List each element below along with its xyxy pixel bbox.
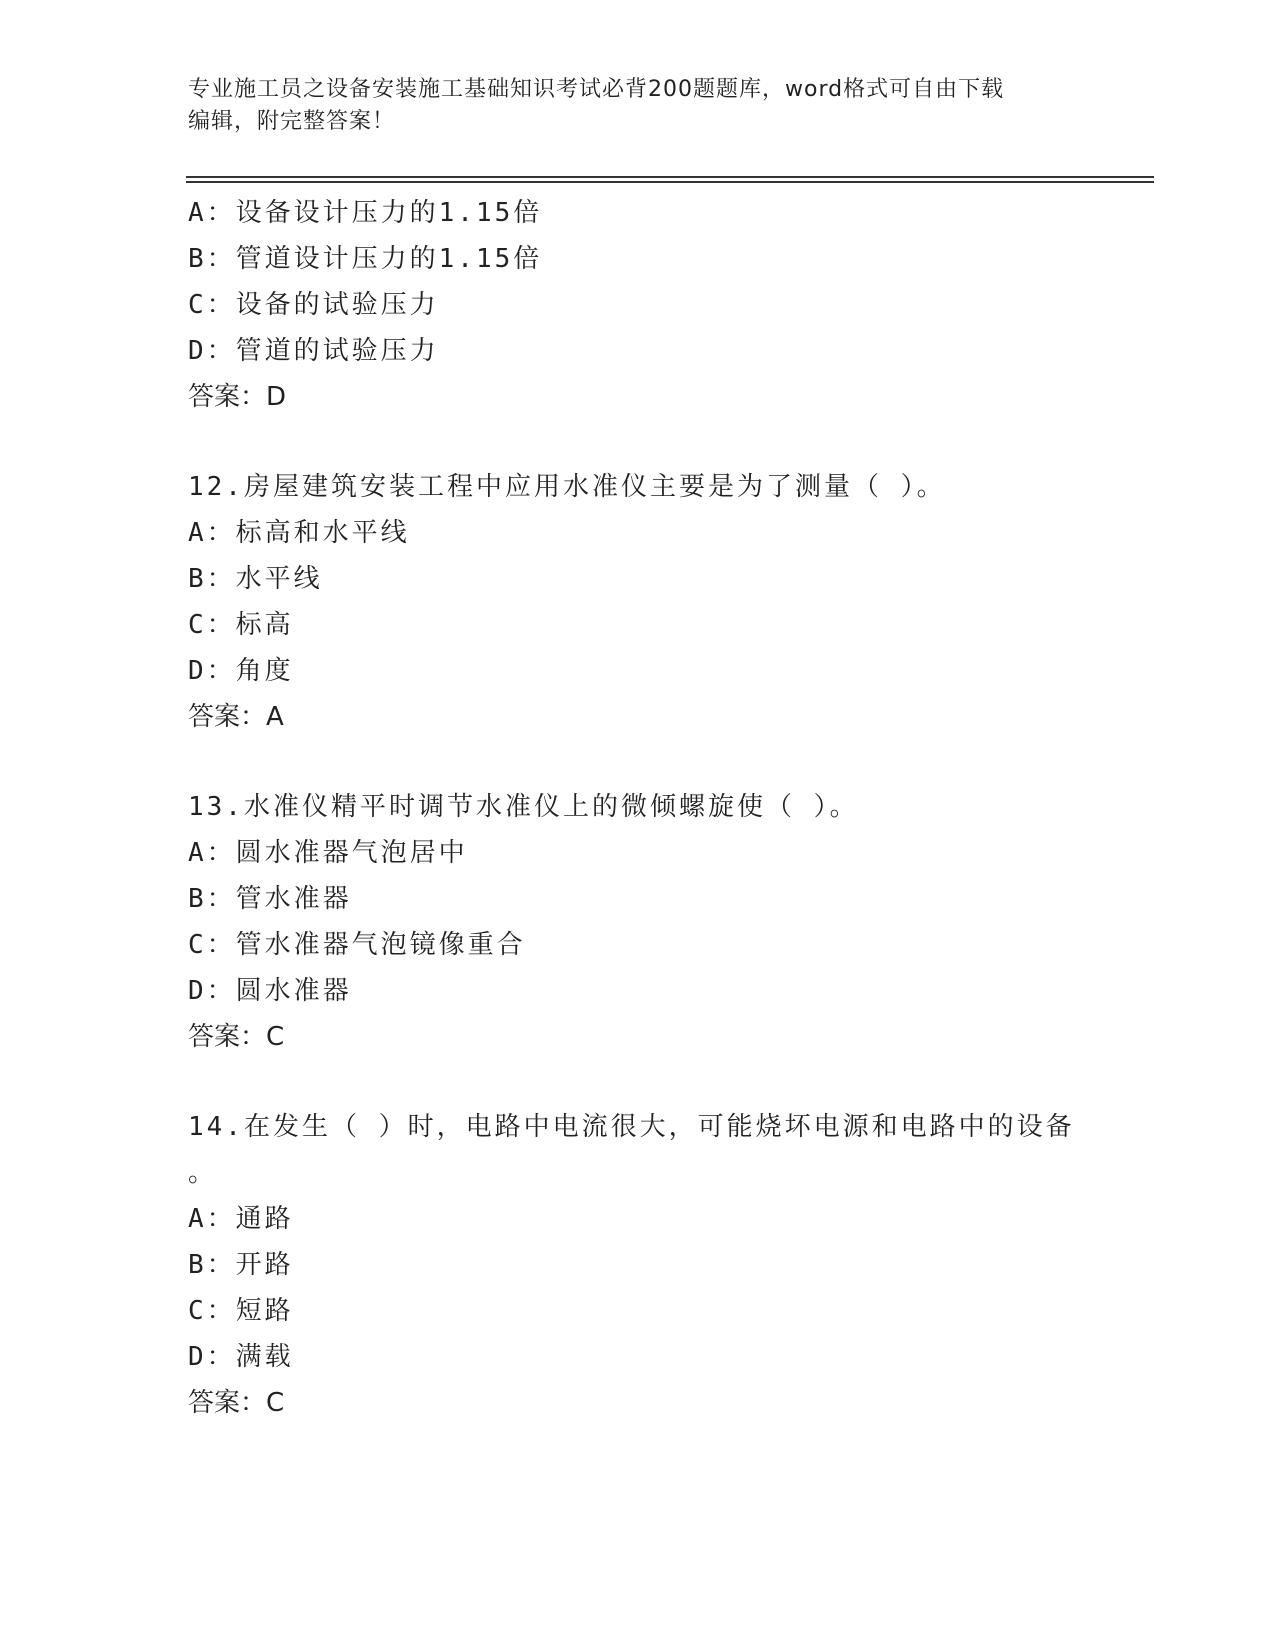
header-rule-top — [186, 176, 1154, 178]
answer-line: 答案：D — [188, 382, 287, 412]
answer-line: 答案：C — [188, 1022, 285, 1052]
option-b: B：管水准器 — [188, 884, 352, 914]
answer-line: 答案：A — [188, 702, 284, 732]
option-c: C：标高 — [188, 610, 294, 640]
option-c: C：管水准器气泡镜像重合 — [188, 930, 526, 960]
document-header — [188, 74, 1068, 138]
header-line-1: 专业施工员之设备安装施工基础知识考试必背200题题库，word格式可自由下载 — [188, 77, 1005, 102]
option-a: A：设备设计压力的1.15倍 — [188, 198, 543, 228]
option-b: B：管道设计压力的1.15倍 — [188, 244, 543, 274]
header-line-2: 编辑，附完整答案！ — [188, 109, 396, 134]
option-c: C：设备的试验压力 — [188, 290, 439, 320]
option-a: A：标高和水平线 — [188, 518, 410, 548]
option-d: D：角度 — [188, 656, 294, 686]
spacer — [188, 740, 1148, 784]
question-text: 13.水准仪精平时调节水准仪上的微倾螺旋使（ ）。 — [188, 792, 859, 822]
answer-line: 答案：C — [188, 1388, 285, 1418]
question-14-block — [188, 1104, 1148, 1426]
option-b: B：水平线 — [188, 564, 323, 594]
question-content — [188, 190, 1148, 1426]
header-rule-bottom — [186, 181, 1154, 183]
option-d: D：管道的试验压力 — [188, 336, 439, 366]
option-d: D：圆水准器 — [188, 976, 352, 1006]
option-a: A：圆水准器气泡居中 — [188, 838, 468, 868]
question-text-continued: 。 — [188, 1158, 218, 1188]
spacer — [188, 420, 1148, 464]
option-b: B：开路 — [188, 1250, 294, 1280]
option-c: C：短路 — [188, 1296, 294, 1326]
question-text: 14.在发生（ ）时，电路中电流很大，可能烧坏电源和电路中的设备 — [188, 1112, 1075, 1142]
option-a: A：通路 — [188, 1204, 294, 1234]
question-12-block — [188, 464, 1148, 740]
question-13-block — [188, 784, 1148, 1060]
question-text: 12.房屋建筑安装工程中应用水准仪主要是为了测量（ ）。 — [188, 472, 946, 502]
option-d: D：满载 — [188, 1342, 294, 1372]
spacer — [188, 1060, 1148, 1104]
question-11-block — [188, 190, 1148, 420]
